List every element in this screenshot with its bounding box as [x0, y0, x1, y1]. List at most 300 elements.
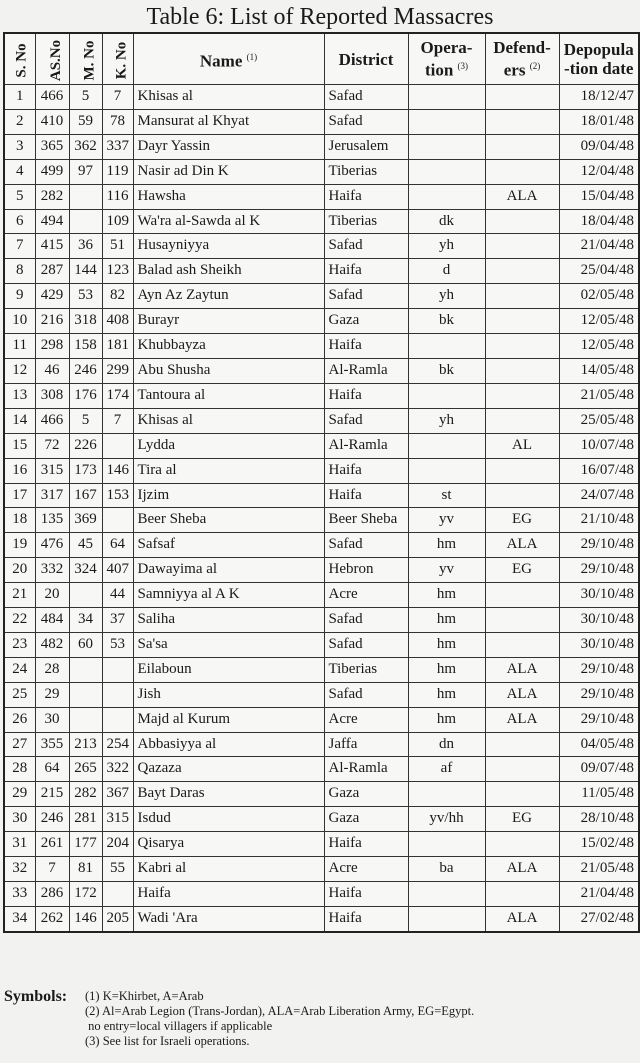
cell-m-no: 158 — [69, 334, 102, 359]
cell-operation: yv/hh — [408, 807, 485, 832]
cell-operation: hm — [408, 707, 485, 732]
table-row — [4, 657, 639, 682]
cell-name: Lydda — [133, 433, 324, 458]
cell-operation: d — [408, 259, 485, 284]
cell-depopulation-date: 04/05/48 — [559, 732, 639, 757]
cell-as-no: 365 — [35, 134, 69, 159]
table-row — [4, 259, 639, 284]
cell-s-no: 18 — [4, 508, 35, 533]
cell-depopulation-date: 24/07/48 — [559, 483, 639, 508]
cell-defenders — [485, 483, 559, 508]
cell-k-no: 109 — [102, 209, 133, 234]
table-row — [4, 209, 639, 234]
cell-m-no — [69, 583, 102, 608]
cell-s-no: 12 — [4, 358, 35, 383]
cell-operation: yv — [408, 558, 485, 583]
cell-district: Safad — [324, 408, 408, 433]
cell-name: Nasir ad Din K — [133, 159, 324, 184]
cell-defenders — [485, 284, 559, 309]
cell-m-no: 265 — [69, 757, 102, 782]
cell-k-no: 367 — [102, 782, 133, 807]
cell-operation: dn — [408, 732, 485, 757]
cell-m-no: 173 — [69, 458, 102, 483]
cell-m-no: 53 — [69, 284, 102, 309]
table-row — [4, 882, 639, 907]
cell-k-no: 254 — [102, 732, 133, 757]
cell-depopulation-date: 18/12/47 — [559, 85, 639, 110]
cell-operation — [408, 383, 485, 408]
cell-name: Sa'sa — [133, 632, 324, 657]
col-header-as-no: AS.No — [35, 33, 69, 85]
cell-district: Beer Sheba — [324, 508, 408, 533]
cell-m-no: 318 — [69, 309, 102, 334]
cell-s-no: 14 — [4, 408, 35, 433]
cell-as-no: 482 — [35, 632, 69, 657]
cell-name: Qisarya — [133, 832, 324, 857]
cell-depopulation-date: 12/05/48 — [559, 334, 639, 359]
cell-depopulation-date: 10/07/48 — [559, 433, 639, 458]
table-row — [4, 707, 639, 732]
cell-depopulation-date: 29/10/48 — [559, 682, 639, 707]
cell-operation: ba — [408, 857, 485, 882]
cell-depopulation-date: 29/10/48 — [559, 707, 639, 732]
cell-k-no: 407 — [102, 558, 133, 583]
cell-depopulation-date: 30/10/48 — [559, 632, 639, 657]
table-row — [4, 757, 639, 782]
cell-district: Gaza — [324, 807, 408, 832]
table-row — [4, 732, 639, 757]
cell-k-no: 153 — [102, 483, 133, 508]
cell-as-no: 215 — [35, 782, 69, 807]
cell-k-no: 337 — [102, 134, 133, 159]
massacres-table — [3, 32, 640, 933]
cell-k-no — [102, 657, 133, 682]
cell-defenders — [485, 334, 559, 359]
cell-district: Haifa — [324, 383, 408, 408]
cell-s-no: 20 — [4, 558, 35, 583]
cell-district: Acre — [324, 583, 408, 608]
table-row — [4, 483, 639, 508]
table-row — [4, 857, 639, 882]
cell-depopulation-date: 12/05/48 — [559, 309, 639, 334]
cell-defenders — [485, 583, 559, 608]
cell-s-no: 34 — [4, 906, 35, 931]
cell-as-no: 308 — [35, 383, 69, 408]
cell-district: Safad — [324, 533, 408, 558]
cell-m-no: 213 — [69, 732, 102, 757]
cell-k-no: 119 — [102, 159, 133, 184]
cell-operation — [408, 906, 485, 931]
cell-as-no: 29 — [35, 682, 69, 707]
cell-k-no: 82 — [102, 284, 133, 309]
table-row — [4, 309, 639, 334]
cell-as-no: 46 — [35, 358, 69, 383]
cell-district: Gaza — [324, 309, 408, 334]
cell-defenders — [485, 85, 559, 110]
cell-operation — [408, 458, 485, 483]
cell-name: Husayniyya — [133, 234, 324, 259]
cell-operation: bk — [408, 358, 485, 383]
cell-k-no: 37 — [102, 608, 133, 633]
cell-k-no: 116 — [102, 184, 133, 209]
cell-s-no: 11 — [4, 334, 35, 359]
cell-name: Majd al Kurum — [133, 707, 324, 732]
table-row — [4, 134, 639, 159]
cell-depopulation-date: 18/01/48 — [559, 109, 639, 134]
table-row — [4, 807, 639, 832]
cell-as-no: 287 — [35, 259, 69, 284]
cell-district: Safad — [324, 284, 408, 309]
cell-name: Ayn Az Zaytun — [133, 284, 324, 309]
cell-depopulation-date: 21/04/48 — [559, 234, 639, 259]
cell-as-no: 484 — [35, 608, 69, 633]
cell-name: Jish — [133, 682, 324, 707]
cell-defenders — [485, 458, 559, 483]
cell-name: Dayr Yassin — [133, 134, 324, 159]
table-body — [4, 85, 639, 932]
cell-district: Safad — [324, 234, 408, 259]
col-header-defenders: Defend- ers $^{(2)}$ — [485, 33, 559, 85]
cell-s-no: 22 — [4, 608, 35, 633]
cell-depopulation-date: 21/04/48 — [559, 882, 639, 907]
cell-name: Isdud — [133, 807, 324, 832]
table-row — [4, 608, 639, 633]
cell-m-no: 246 — [69, 358, 102, 383]
cell-m-no: 167 — [69, 483, 102, 508]
cell-name: Khisas al — [133, 408, 324, 433]
cell-operation: yh — [408, 408, 485, 433]
cell-k-no: 51 — [102, 234, 133, 259]
table-row — [4, 533, 639, 558]
cell-k-no: 204 — [102, 832, 133, 857]
cell-k-no — [102, 682, 133, 707]
cell-operation: yh — [408, 284, 485, 309]
cell-name: Tantoura al — [133, 383, 324, 408]
cell-depopulation-date: 21/05/48 — [559, 383, 639, 408]
cell-k-no: 64 — [102, 533, 133, 558]
cell-as-no: 7 — [35, 857, 69, 882]
cell-district: Acre — [324, 707, 408, 732]
table-row — [4, 433, 639, 458]
footnote-line: (2) Al=Arab Legion (Trans-Jordan), ALA=Arab Liberation Army, EG=Egypt. — [85, 1004, 475, 1018]
cell-district: Tiberias — [324, 209, 408, 234]
cell-m-no: 36 — [69, 234, 102, 259]
cell-district: Tiberias — [324, 657, 408, 682]
cell-m-no: 362 — [69, 134, 102, 159]
cell-defenders — [485, 832, 559, 857]
table-row — [4, 508, 639, 533]
cell-as-no: 466 — [35, 408, 69, 433]
cell-s-no: 9 — [4, 284, 35, 309]
cell-name: Saliha — [133, 608, 324, 633]
cell-m-no: 45 — [69, 533, 102, 558]
cell-s-no: 7 — [4, 234, 35, 259]
cell-as-no: 216 — [35, 309, 69, 334]
cell-k-no: 205 — [102, 906, 133, 931]
cell-k-no — [102, 433, 133, 458]
cell-name: Hawsha — [133, 184, 324, 209]
cell-m-no: 144 — [69, 259, 102, 284]
cell-as-no: 466 — [35, 85, 69, 110]
table-row — [4, 583, 639, 608]
cell-s-no: 30 — [4, 807, 35, 832]
cell-depopulation-date: 25/04/48 — [559, 259, 639, 284]
cell-defenders — [485, 109, 559, 134]
cell-s-no: 4 — [4, 159, 35, 184]
cell-district: Gaza — [324, 782, 408, 807]
col-header-s-no: S. No — [4, 33, 35, 85]
col-header-depopulation-date: Depopula -tion date — [559, 33, 639, 85]
footnote-line: (3) See list for Israeli operations. — [85, 1034, 250, 1048]
cell-name: Kabri al — [133, 857, 324, 882]
cell-district: Safad — [324, 109, 408, 134]
cell-as-no: 317 — [35, 483, 69, 508]
cell-as-no: 429 — [35, 284, 69, 309]
cell-as-no: 286 — [35, 882, 69, 907]
cell-as-no: 499 — [35, 159, 69, 184]
cell-defenders — [485, 757, 559, 782]
cell-s-no: 28 — [4, 757, 35, 782]
cell-defenders — [485, 358, 559, 383]
cell-depopulation-date: 18/04/48 — [559, 209, 639, 234]
cell-name: Samniyya al A K — [133, 583, 324, 608]
cell-s-no: 5 — [4, 184, 35, 209]
cell-m-no: 369 — [69, 508, 102, 533]
cell-district: Acre — [324, 857, 408, 882]
cell-defenders — [485, 732, 559, 757]
table-row — [4, 109, 639, 134]
table-row — [4, 85, 639, 110]
col-header-name: Name $^{(1)}$ — [133, 33, 324, 85]
cell-depopulation-date: 29/10/48 — [559, 657, 639, 682]
cell-s-no: 27 — [4, 732, 35, 757]
table-row — [4, 458, 639, 483]
table-title: Table 6: List of Reported Massacres — [146, 4, 494, 30]
cell-depopulation-date: 11/05/48 — [559, 782, 639, 807]
table-row — [4, 234, 639, 259]
cell-as-no: 135 — [35, 508, 69, 533]
cell-operation — [408, 184, 485, 209]
cell-name: Khisas al — [133, 85, 324, 110]
cell-as-no: 494 — [35, 209, 69, 234]
cell-district: Al-Ramla — [324, 358, 408, 383]
cell-m-no: 5 — [69, 85, 102, 110]
cell-m-no: 60 — [69, 632, 102, 657]
cell-s-no: 26 — [4, 707, 35, 732]
footnote-line: (1) K=Khirbet, A=Arab — [85, 989, 204, 1003]
cell-m-no — [69, 682, 102, 707]
cell-operation: yv — [408, 508, 485, 533]
cell-depopulation-date: 21/05/48 — [559, 857, 639, 882]
cell-district: Tiberias — [324, 159, 408, 184]
cell-defenders: EG — [485, 558, 559, 583]
cell-s-no: 3 — [4, 134, 35, 159]
cell-operation — [408, 109, 485, 134]
cell-as-no: 355 — [35, 732, 69, 757]
cell-district: Safad — [324, 85, 408, 110]
cell-defenders: ALA — [485, 707, 559, 732]
cell-depopulation-date: 12/04/48 — [559, 159, 639, 184]
cell-as-no: 410 — [35, 109, 69, 134]
cell-as-no: 476 — [35, 533, 69, 558]
cell-name: Khubbayza — [133, 334, 324, 359]
cell-operation — [408, 334, 485, 359]
cell-district: Haifa — [324, 483, 408, 508]
cell-district: Safad — [324, 632, 408, 657]
table-row — [4, 383, 639, 408]
cell-k-no: 315 — [102, 807, 133, 832]
cell-defenders — [485, 408, 559, 433]
cell-name: Mansurat al Khyat — [133, 109, 324, 134]
cell-name: Haifa — [133, 882, 324, 907]
cell-s-no: 19 — [4, 533, 35, 558]
cell-name: Eilaboun — [133, 657, 324, 682]
cell-depopulation-date: 30/10/48 — [559, 608, 639, 633]
cell-depopulation-date: 27/02/48 — [559, 906, 639, 931]
cell-operation: af — [408, 757, 485, 782]
cell-k-no: 78 — [102, 109, 133, 134]
footnotes-label: Symbols: — [4, 988, 68, 1005]
table-row — [4, 334, 639, 359]
table-row — [4, 408, 639, 433]
cell-name: Bayt Daras — [133, 782, 324, 807]
cell-as-no: 261 — [35, 832, 69, 857]
cell-defenders — [485, 209, 559, 234]
cell-operation: hm — [408, 657, 485, 682]
cell-k-no — [102, 882, 133, 907]
cell-district: Haifa — [324, 259, 408, 284]
cell-operation — [408, 782, 485, 807]
col-header-operation: Opera- tion $^{(3)}$ — [408, 33, 485, 85]
cell-defenders — [485, 259, 559, 284]
cell-as-no: 72 — [35, 433, 69, 458]
table-row — [4, 284, 639, 309]
cell-defenders — [485, 159, 559, 184]
col-header-k-no: K. No — [102, 33, 133, 85]
cell-k-no: 174 — [102, 383, 133, 408]
cell-m-no: 177 — [69, 832, 102, 857]
cell-as-no: 64 — [35, 757, 69, 782]
cell-defenders — [485, 309, 559, 334]
cell-s-no: 17 — [4, 483, 35, 508]
cell-s-no: 2 — [4, 109, 35, 134]
cell-m-no: 226 — [69, 433, 102, 458]
cell-s-no: 16 — [4, 458, 35, 483]
cell-district: Haifa — [324, 832, 408, 857]
cell-s-no: 6 — [4, 209, 35, 234]
cell-defenders — [485, 782, 559, 807]
cell-defenders — [485, 234, 559, 259]
cell-defenders — [485, 134, 559, 159]
cell-operation: hm — [408, 632, 485, 657]
cell-depopulation-date: 30/10/48 — [559, 583, 639, 608]
cell-district: Al-Ramla — [324, 433, 408, 458]
cell-defenders — [485, 608, 559, 633]
cell-s-no: 1 — [4, 85, 35, 110]
cell-as-no: 262 — [35, 906, 69, 931]
cell-depopulation-date: 15/04/48 — [559, 184, 639, 209]
cell-district: Haifa — [324, 334, 408, 359]
cell-m-no: 59 — [69, 109, 102, 134]
cell-depopulation-date: 25/05/48 — [559, 408, 639, 433]
cell-k-no — [102, 508, 133, 533]
cell-m-no: 34 — [69, 608, 102, 633]
cell-s-no: 8 — [4, 259, 35, 284]
cell-district: Haifa — [324, 882, 408, 907]
cell-district: Jerusalem — [324, 134, 408, 159]
cell-m-no — [69, 184, 102, 209]
header-row — [4, 33, 639, 85]
table-row — [4, 558, 639, 583]
cell-district: Safad — [324, 608, 408, 633]
cell-depopulation-date: 21/10/48 — [559, 508, 639, 533]
cell-m-no — [69, 707, 102, 732]
cell-depopulation-date: 15/02/48 — [559, 832, 639, 857]
cell-defenders: ALA — [485, 906, 559, 931]
cell-m-no: 176 — [69, 383, 102, 408]
cell-as-no: 30 — [35, 707, 69, 732]
cell-defenders — [485, 632, 559, 657]
cell-s-no: 21 — [4, 583, 35, 608]
cell-name: Burayr — [133, 309, 324, 334]
cell-as-no: 298 — [35, 334, 69, 359]
cell-depopulation-date: 28/10/48 — [559, 807, 639, 832]
cell-as-no: 315 — [35, 458, 69, 483]
cell-name: Beer Sheba — [133, 508, 324, 533]
cell-depopulation-date: 09/07/48 — [559, 757, 639, 782]
cell-as-no: 415 — [35, 234, 69, 259]
cell-depopulation-date: 29/10/48 — [559, 558, 639, 583]
cell-district: Jaffa — [324, 732, 408, 757]
cell-operation: bk — [408, 309, 485, 334]
cell-k-no: 7 — [102, 408, 133, 433]
cell-defenders: ALA — [485, 657, 559, 682]
table-row — [4, 906, 639, 931]
cell-district: Safad — [324, 682, 408, 707]
cell-s-no: 15 — [4, 433, 35, 458]
cell-district: Haifa — [324, 458, 408, 483]
cell-defenders: ALA — [485, 533, 559, 558]
cell-district: Al-Ramla — [324, 757, 408, 782]
cell-as-no: 20 — [35, 583, 69, 608]
cell-name: Dawayima al — [133, 558, 324, 583]
table-row — [4, 184, 639, 209]
cell-defenders: ALA — [485, 857, 559, 882]
cell-name: Wa'ra al-Sawda al K — [133, 209, 324, 234]
cell-k-no: 123 — [102, 259, 133, 284]
cell-operation — [408, 85, 485, 110]
cell-name: Tira al — [133, 458, 324, 483]
cell-s-no: 32 — [4, 857, 35, 882]
cell-district: Haifa — [324, 906, 408, 931]
cell-operation: hm — [408, 533, 485, 558]
cell-defenders: ALA — [485, 184, 559, 209]
cell-defenders — [485, 882, 559, 907]
cell-m-no: 146 — [69, 906, 102, 931]
table-row — [4, 682, 639, 707]
table-row — [4, 159, 639, 184]
table-row — [4, 632, 639, 657]
cell-as-no: 332 — [35, 558, 69, 583]
cell-district: Hebron — [324, 558, 408, 583]
cell-operation — [408, 134, 485, 159]
cell-s-no: 25 — [4, 682, 35, 707]
cell-m-no: 324 — [69, 558, 102, 583]
cell-m-no — [69, 209, 102, 234]
cell-m-no: 281 — [69, 807, 102, 832]
cell-m-no — [69, 657, 102, 682]
cell-defenders: EG — [485, 807, 559, 832]
